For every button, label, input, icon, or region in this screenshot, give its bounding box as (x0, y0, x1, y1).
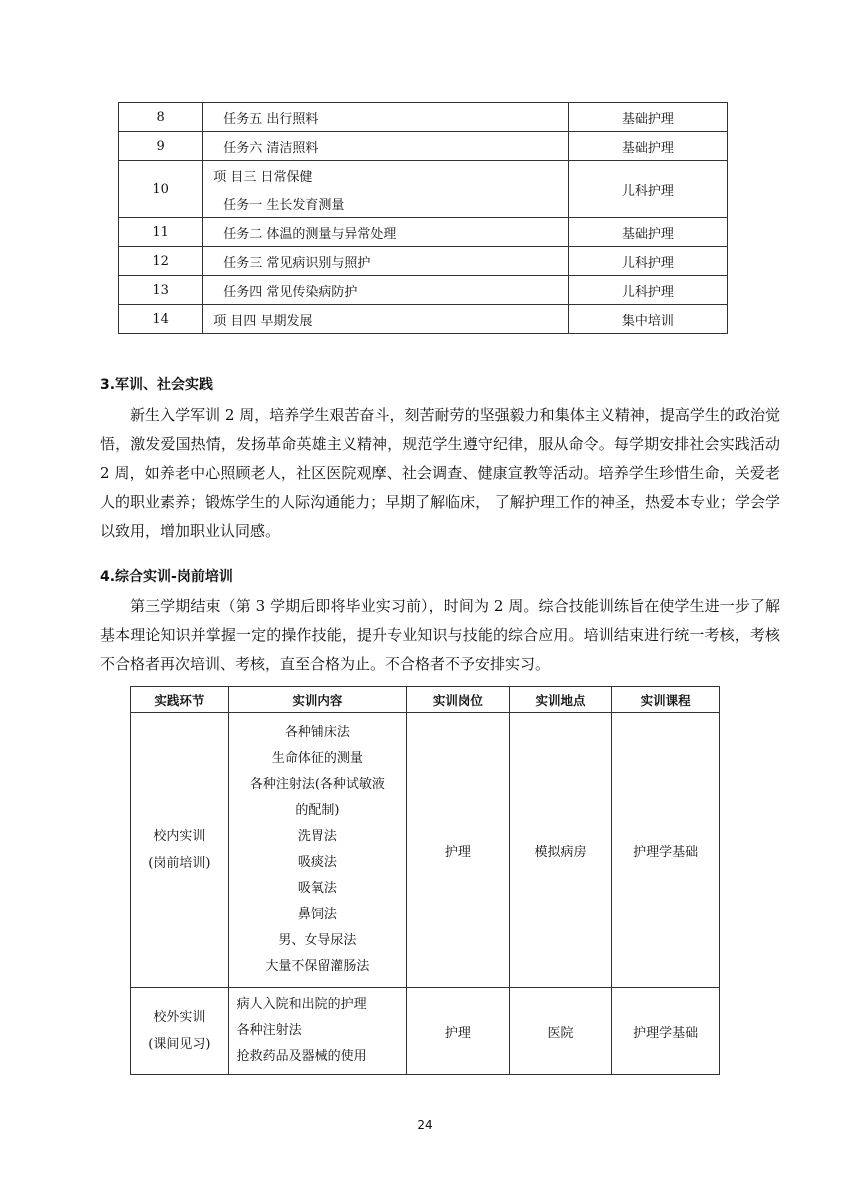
table-row (119, 132, 728, 161)
training-post: 护理 (407, 713, 510, 988)
content-item: 生命体征的测量 (271, 751, 363, 766)
content-item: 洗胃法 (297, 829, 337, 844)
training-course: 护理学基础 (612, 713, 720, 988)
task-name: 任务五 出行照料 (203, 103, 569, 132)
content-item: 鼻饲法 (297, 907, 337, 922)
row-number: 14 (119, 305, 203, 334)
table-row (131, 713, 720, 988)
row-number: 8 (119, 103, 203, 132)
section-heading-pre-job-training: 4.综合实训-岗前培训 (100, 569, 233, 585)
table-row (131, 988, 720, 1075)
task-name: 任务六 清洁照料 (203, 132, 569, 161)
content-item: 各种铺床法 (284, 725, 350, 740)
table-row (119, 161, 728, 218)
course-name: 基础护理 (568, 218, 727, 247)
content-item: 抢救药品及器械的使用 (236, 1049, 367, 1064)
table-row (119, 305, 728, 334)
page-number: 24 (417, 1118, 433, 1132)
stage-sublabel: (岗前培训) (148, 856, 211, 871)
task-name: 任务四 常见传染病防护 (203, 276, 569, 305)
training-post: 护理 (407, 988, 510, 1075)
practical-training-table (130, 686, 720, 1075)
column-header: 实训内容 (228, 687, 406, 713)
training-stage (131, 713, 229, 988)
row-number: 11 (119, 218, 203, 247)
content-item: 病人入院和出院的护理 (236, 997, 367, 1012)
column-header: 实训课程 (612, 687, 720, 713)
course-name: 儿科护理 (568, 247, 727, 276)
training-content (228, 713, 406, 988)
row-number: 12 (119, 247, 203, 276)
content-item: 男、女导尿法 (278, 933, 357, 948)
table-header-row (131, 687, 720, 713)
content-item: 的配制) (295, 803, 340, 818)
content-item: 各种注射法(各种试敏液 (249, 777, 385, 792)
task-name: 任务三 常见病识别与照护 (203, 247, 569, 276)
training-stage (131, 988, 229, 1075)
course-name: 儿科护理 (568, 161, 727, 218)
stage-label: 校外实训 (153, 1010, 206, 1025)
row-number: 13 (119, 276, 203, 305)
section-paragraph-pre-job-training: 第三学期结束（第 3 学期后即将毕业实习前），时间为 2 周。综合技能训练旨在使学生进一步了解基本理论知识并掌握一定的操作技能，提升专业知识与技能的综合应用。培训结束进行统一考核，考核不合格者再次培训、考核，直至合格为止。不合格者不予安排实习。 (100, 597, 780, 673)
table-row (119, 103, 728, 132)
stage-label: 校内实训 (153, 829, 206, 844)
course-name: 儿科护理 (568, 276, 727, 305)
project-name: 项 目三 日常保健 (213, 169, 313, 185)
stage-sublabel: (课间见习) (148, 1037, 211, 1052)
task-name: 任务二 体温的测量与异常处理 (203, 218, 569, 247)
training-content (228, 988, 406, 1075)
table-row (119, 218, 728, 247)
content-item: 吸氧法 (297, 881, 337, 896)
content-item: 各种注射法 (236, 1023, 302, 1038)
table-row (119, 247, 728, 276)
content-item: 大量不保留灌肠法 (265, 959, 370, 974)
task-name: 任务一 生长发育测量 (223, 197, 345, 213)
training-course: 护理学基础 (612, 988, 720, 1075)
training-place: 模拟病房 (509, 713, 612, 988)
section-heading-military-training: 3.军训、社会实践 (100, 377, 214, 393)
column-header: 实践环节 (131, 687, 229, 713)
row-number: 9 (119, 132, 203, 161)
course-name: 基础护理 (568, 103, 727, 132)
section-paragraph-military-training: 新生入学军训 2 周，培养学生艰苦奋斗，刻苦耐劳的坚强毅力和集体主义精神，提高学生的政治觉悟，激发爱国热情，发扬革命英雄主义精神，规范学生遵守纪律，服从命令。每学期安排社会实践活动 2 周，如养老中心照顾老人，社区医院观摩、社会调查、健康宣教等活动。培养学生珍惜生命，关爱老人的职业素养；锻炼学生的人际沟通能力；早期了解临床， 了解护理工作的神圣，热爱本专业；学会学以致用，增加职业认同感。 (100, 406, 780, 540)
table-row (119, 276, 728, 305)
content-item: 吸痰法 (297, 855, 337, 870)
course-name: 集中培训 (568, 305, 727, 334)
row-number: 10 (119, 161, 203, 218)
training-place: 医院 (509, 988, 612, 1075)
task-cell (203, 161, 569, 218)
column-header: 实训地点 (509, 687, 612, 713)
curriculum-task-table (118, 102, 728, 334)
project-name: 项 目四 早期发展 (203, 305, 569, 334)
column-header: 实训岗位 (407, 687, 510, 713)
course-name: 基础护理 (568, 132, 727, 161)
